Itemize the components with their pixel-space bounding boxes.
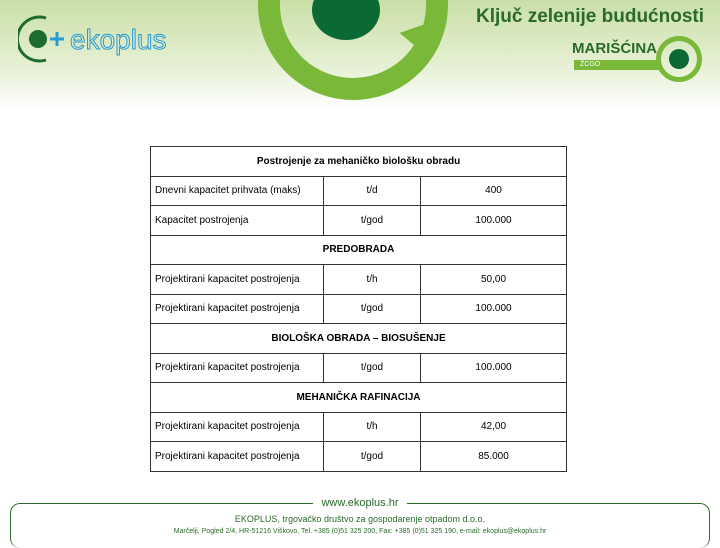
table-title: Postrojenje za mehaničko biološku obradu [151, 147, 567, 177]
table-row [151, 442, 567, 472]
ekoplus-logo [18, 14, 208, 64]
row-label: Dnevni kapacitet prihvata (maks) [151, 176, 324, 206]
row-label: Projektirani kapacitet postrojenja [151, 265, 324, 295]
row-label: Projektirani kapacitet postrojenja [151, 353, 324, 383]
row-value: 85.000 [421, 442, 567, 472]
row-unit: t/god [324, 294, 421, 324]
footer-frame [10, 503, 710, 548]
section-header: PREDOBRADA [151, 235, 567, 265]
zcgo-label: ŽCGO [574, 60, 660, 70]
row-value: 100.000 [421, 206, 567, 236]
table-row [151, 206, 567, 236]
row-value: 42,00 [421, 412, 567, 442]
capacity-table [150, 146, 567, 472]
row-unit: t/god [324, 206, 421, 236]
table-row [151, 294, 567, 324]
marišćina-brand: MARIŠĆINA [572, 40, 657, 57]
footer-address: Marčelji, Pogled 2/4, HR-51216 Viškovo, Tel. +385 (0)51 325 200, Fax: +385 (0)51 325 190, e-mail: ekoplus@ekoplus.hr [173, 528, 547, 535]
row-unit: t/h [324, 412, 421, 442]
footer-url[interactable]: www.ekoplus.hr [313, 497, 406, 509]
row-value: 50,00 [421, 265, 567, 295]
section-header-row [151, 324, 567, 354]
row-unit: t/d [324, 176, 421, 206]
key-icon [656, 36, 702, 82]
row-unit: t/h [324, 265, 421, 295]
footer-company: EKOPLUS, trgovačko društvo za gospodarenje otpadom d.o.o. [234, 514, 486, 524]
row-label: Projektirani kapacitet postrojenja [151, 412, 324, 442]
row-label: Projektirani kapacitet postrojenja [151, 294, 324, 324]
row-value: 400 [421, 176, 567, 206]
section-header-row [151, 235, 567, 265]
row-unit: t/god [324, 353, 421, 383]
row-value: 100.000 [421, 353, 567, 383]
row-label: Projektirani kapacitet postrojenja [151, 442, 324, 472]
section-header: BIOLOŠKA OBRADA – BIOSUŠENJE [151, 324, 567, 354]
section-header: MEHANIČKA RAFINACIJA [151, 383, 567, 413]
row-unit: t/god [324, 442, 421, 472]
section-header-row [151, 383, 567, 413]
row-label: Kapacitet postrojenja [151, 206, 324, 236]
table-row [151, 176, 567, 206]
slogan: Ključ zelenije budućnosti [475, 6, 704, 27]
row-value: 100.000 [421, 294, 567, 324]
table-row [151, 412, 567, 442]
table-title-row [151, 147, 567, 177]
svg-text:ekoplus: ekoplus [70, 24, 167, 55]
table-row [151, 265, 567, 295]
table-row [151, 353, 567, 383]
